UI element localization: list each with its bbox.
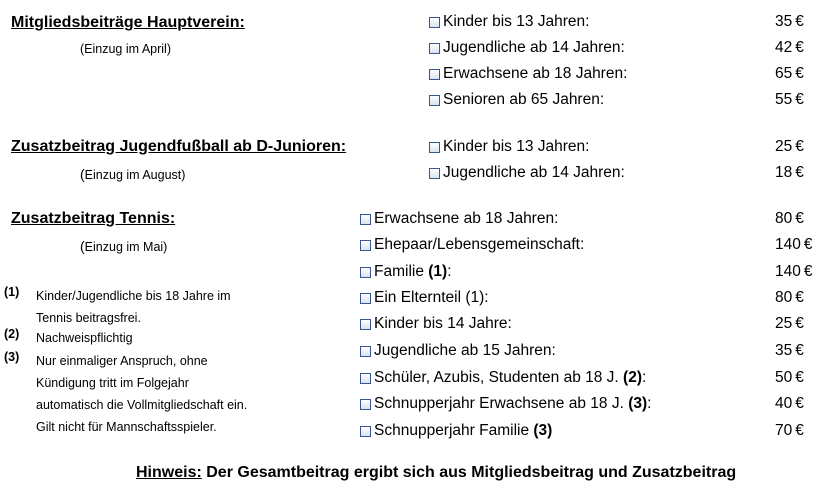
footnote-marker: (3)	[4, 350, 20, 364]
checkbox-icon[interactable]	[360, 267, 371, 278]
option-label: Jugendliche ab 15 Jahren:	[374, 342, 556, 359]
checkbox-option-haupt-senioren[interactable]	[429, 89, 604, 111]
option-label: Ein Elternteil (1):	[374, 289, 489, 306]
option-label: Erwachsene ab 18 Jahren:	[374, 210, 559, 227]
note-jugendfussball: (Einzug im August)	[80, 166, 186, 182]
heading-hauptverein: Mitgliedsbeiträge Hauptverein:	[11, 14, 245, 31]
checkbox-icon[interactable]	[429, 43, 440, 54]
option-label: Senioren ab 65 Jahren:	[443, 91, 605, 108]
checkbox-option-tennis-elternteil[interactable]	[360, 287, 489, 309]
footnote-text: Nur einmaliger Anspruch, ohne Kündigung tritt im Folgejahr automatisch die Vollmitgliedschaft ein. Gilt nicht für Mannschaftsspieler.	[36, 354, 248, 434]
checkbox-icon[interactable]	[360, 399, 371, 410]
price-tennis-schnupper-erwachsene: 40 €	[775, 395, 804, 412]
price-jfb-kinder: 25 €	[775, 138, 804, 155]
price-tennis-kinder: 25 €	[775, 315, 804, 332]
footnote-text: Nachweispflichtig	[36, 331, 133, 345]
option-label: Kinder bis 13 Jahren:	[443, 138, 590, 155]
checkbox-option-tennis-ehepaar[interactable]	[360, 234, 584, 256]
footnote-marker: (1)	[4, 285, 20, 299]
checkbox-option-tennis-erwachsene[interactable]	[360, 208, 558, 230]
price-haupt-jugendliche: 42 €	[775, 39, 804, 56]
option-label: Schnupperjahr Erwachsene ab 18 J. (3):	[374, 395, 652, 412]
checkbox-option-tennis-schnupper-familie[interactable]	[360, 420, 552, 442]
price-tennis-schueler: 50 €	[775, 369, 804, 386]
checkbox-option-haupt-kinder[interactable]	[429, 11, 589, 33]
checkbox-icon[interactable]	[429, 69, 440, 80]
option-label: Kinder bis 14 Jahre:	[374, 315, 512, 332]
checkbox-icon[interactable]	[429, 95, 440, 106]
price-tennis-elternteil: 80 €	[775, 289, 804, 306]
checkbox-icon[interactable]	[360, 240, 371, 251]
price-haupt-kinder: 35 €	[775, 13, 804, 30]
checkbox-option-tennis-familie[interactable]	[360, 261, 452, 283]
checkbox-option-tennis-kinder[interactable]	[360, 313, 512, 335]
option-label: Familie (1):	[374, 263, 452, 280]
checkbox-option-tennis-schueler[interactable]	[360, 367, 646, 389]
checkbox-icon[interactable]	[360, 214, 371, 225]
heading-tennis: Zusatzbeitrag Tennis:	[11, 210, 176, 227]
checkbox-option-jfb-jugendliche[interactable]	[429, 162, 625, 184]
option-label: Schnupperjahr Familie (3)	[374, 422, 553, 439]
checkbox-option-haupt-erwachsene[interactable]	[429, 63, 627, 85]
checkbox-icon[interactable]	[360, 373, 371, 384]
checkbox-icon[interactable]	[429, 168, 440, 179]
price-haupt-senioren: 55 €	[775, 91, 804, 108]
price-tennis-erwachsene: 80 €	[775, 210, 804, 227]
checkbox-icon[interactable]	[360, 319, 371, 330]
checkbox-option-jfb-kinder[interactable]	[429, 136, 589, 158]
option-label: Schüler, Azubis, Studenten ab 18 J. (2):	[374, 369, 647, 386]
option-label: Erwachsene ab 18 Jahren:	[443, 65, 628, 82]
checkbox-option-haupt-jugendliche[interactable]	[429, 37, 625, 59]
hinweis-note: Hinweis: Der Gesamtbeitrag ergibt sich aus Mitgliedsbeitrag und Zusatzbeitrag	[136, 464, 737, 481]
option-label: Jugendliche ab 14 Jahren:	[443, 39, 625, 56]
note-hauptverein: (Einzug im April)	[80, 42, 171, 56]
checkbox-icon[interactable]	[360, 426, 371, 437]
option-label: Jugendliche ab 14 Jahren:	[443, 164, 625, 181]
checkbox-option-tennis-jugendliche[interactable]	[360, 340, 556, 362]
checkbox-icon[interactable]	[429, 17, 440, 28]
heading-jugendfussball: Zusatzbeitrag Jugendfußball ab D-Junioren:	[11, 138, 347, 155]
checkbox-icon[interactable]	[360, 346, 371, 357]
checkbox-option-tennis-schnupper-erwachsene[interactable]	[360, 393, 651, 415]
note-tennis: (Einzug im Mai)	[80, 238, 168, 254]
checkbox-icon[interactable]	[360, 293, 371, 304]
checkbox-icon[interactable]	[429, 142, 440, 153]
price-tennis-ehepaar: 140 €	[775, 236, 813, 253]
price-haupt-erwachsene: 65 €	[775, 65, 804, 82]
option-label: Kinder bis 13 Jahren:	[443, 13, 590, 30]
footnote-text: Kinder/Jugendliche bis 18 Jahre im Tennis beitragsfrei.	[36, 289, 231, 325]
price-tennis-jugendliche: 35 €	[775, 342, 804, 359]
price-tennis-familie: 140 €	[775, 263, 813, 280]
price-tennis-schnupper-familie: 70 €	[775, 422, 804, 439]
price-jfb-jugendliche: 18 €	[775, 164, 804, 181]
option-label: Ehepaar/Lebensgemeinschaft:	[374, 236, 585, 253]
footnote-marker: (2)	[4, 327, 20, 341]
